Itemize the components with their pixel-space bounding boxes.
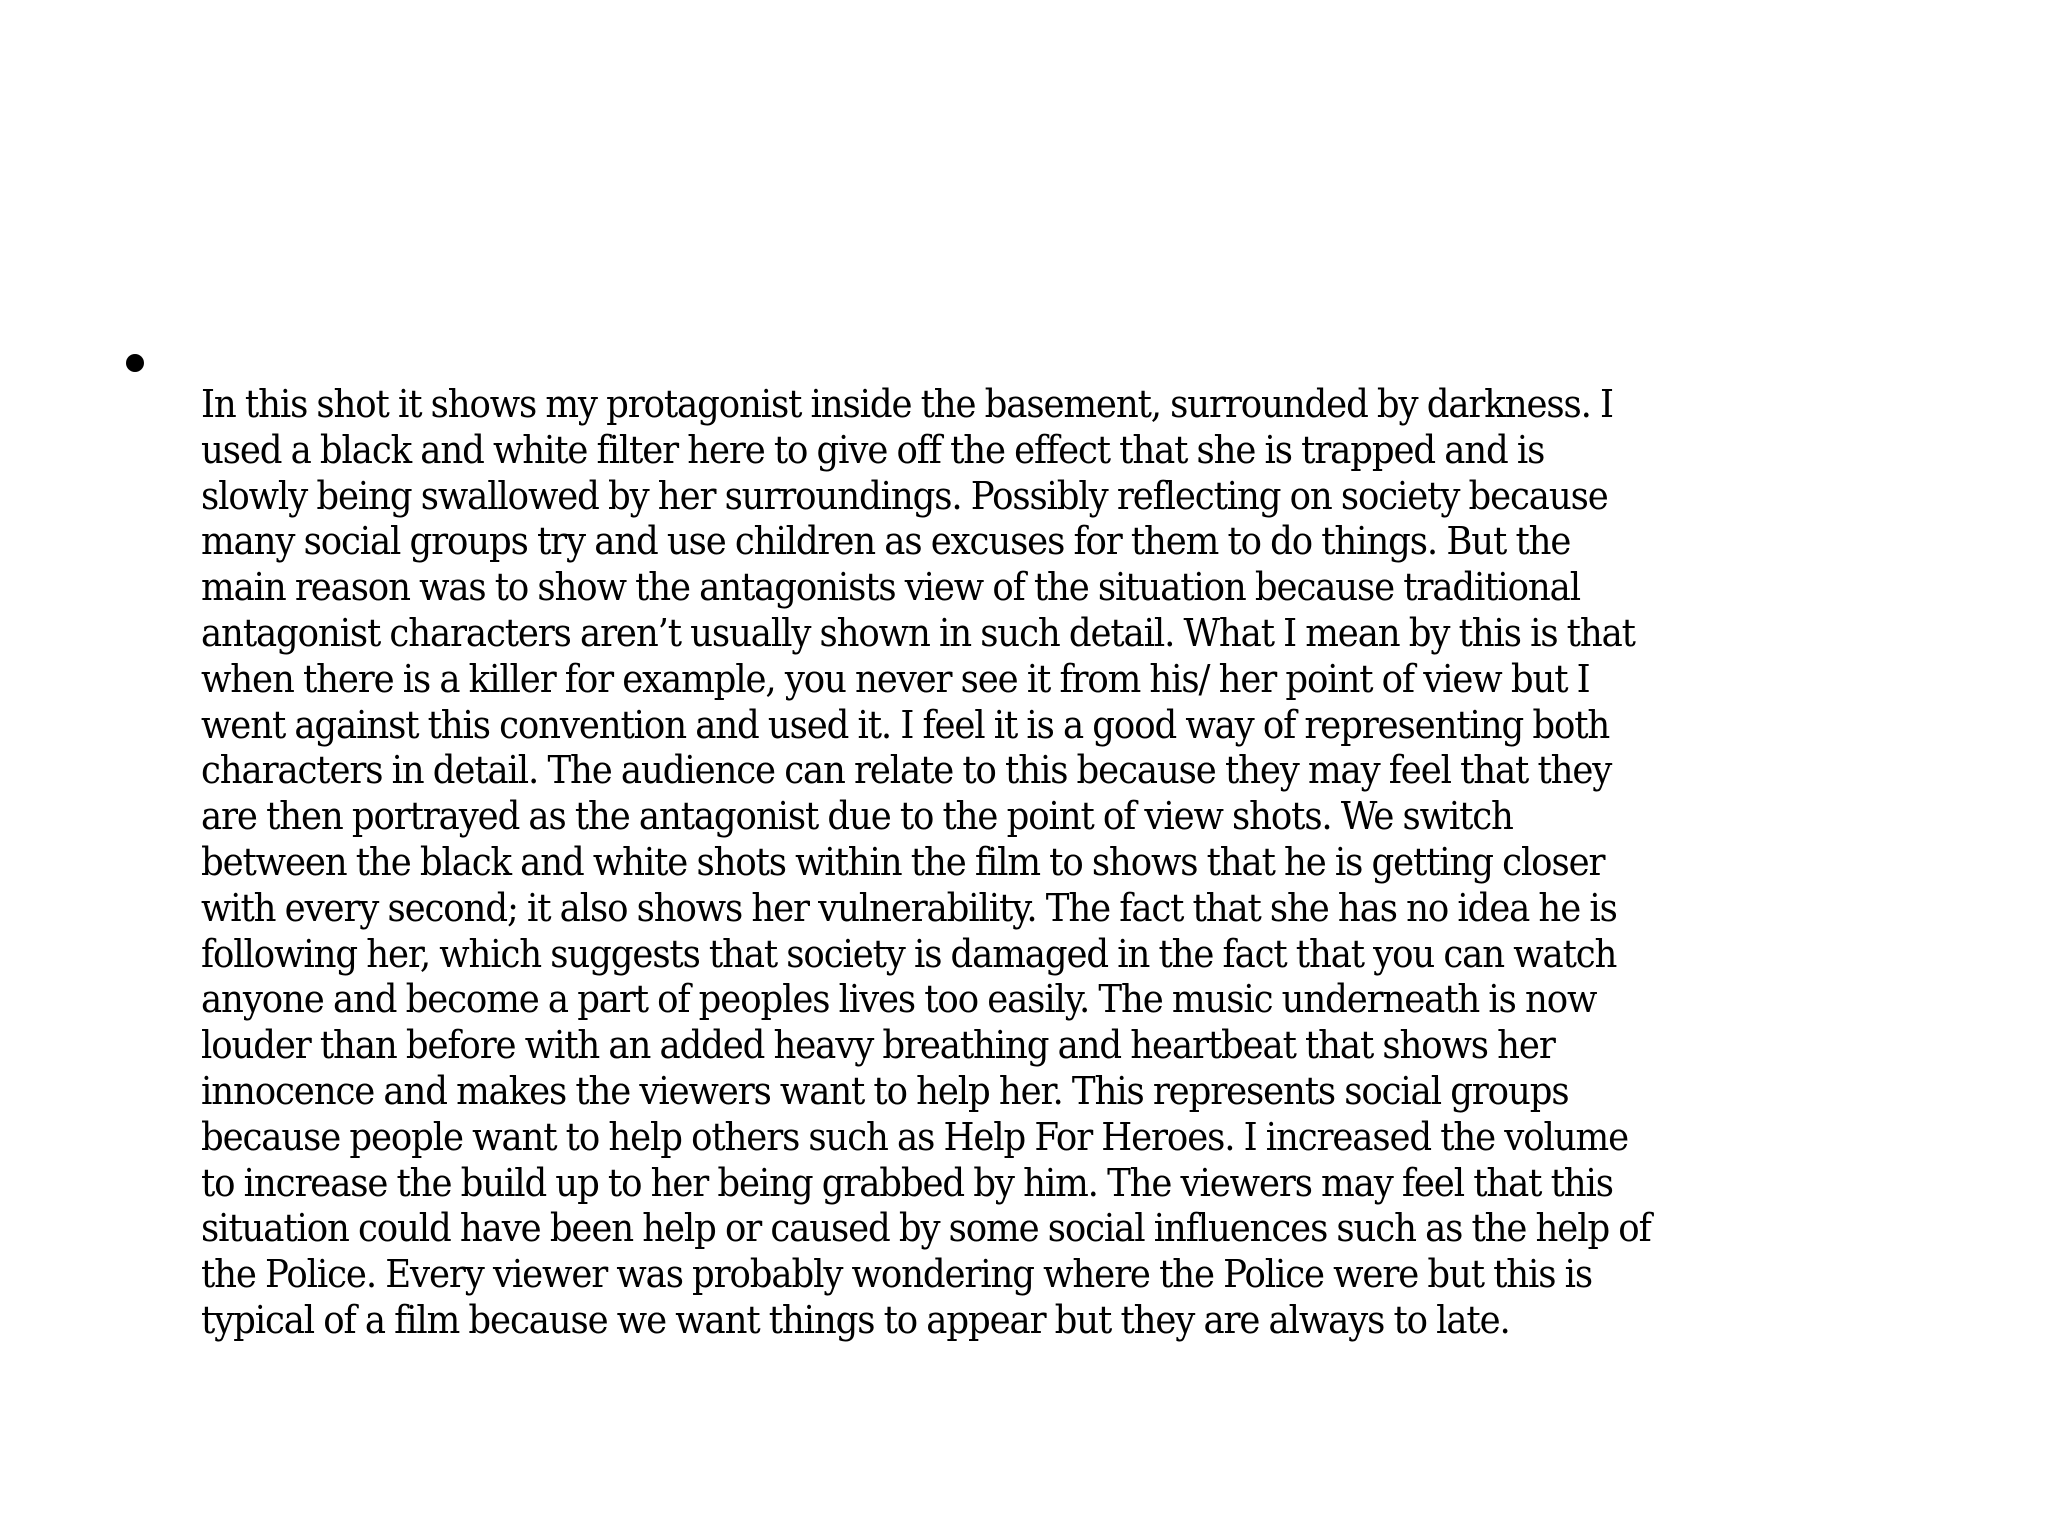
paragraph-line: anyone and become a part of peoples lives too easily. The music underneath is now [201, 977, 1597, 1022]
paragraph-line: characters in detail. The audience can relate to this because they may feel that they [201, 748, 1612, 793]
paragraph-line: to increase the build up to her being grabbed by him. The viewers may feel that this [201, 1160, 1613, 1205]
paragraph-line: because people want to help others such as Help For Heroes. I increased the volume [201, 1114, 1628, 1159]
paragraph-line: situation could have been help or caused by some social influences such as the help of [201, 1206, 1651, 1251]
paragraph-line: the Police. Every viewer was probably wondering where the Police were but this is [201, 1252, 1592, 1297]
paragraph-line: between the black and white shots within the film to shows that he is getting closer [201, 839, 1605, 884]
paragraph-line: are then portrayed as the antagonist due to the point of view shots. We switch [201, 794, 1513, 839]
paragraph-line: when there is a killer for example, you never see it from his/ her point of view but I [201, 656, 1590, 701]
paragraph-line: main reason was to show the antagonists view of the situation because traditional [201, 565, 1580, 610]
paragraph-line: slowly being swallowed by her surroundings. Possibly reflecting on society because [201, 473, 1608, 518]
paragraph-line: typical of a film because we want things to appear but they are always to late. [201, 1297, 1510, 1342]
bullet-point [126, 354, 144, 372]
paragraph-line: innocence and makes the viewers want to help her. This represents social groups [201, 1068, 1569, 1113]
paragraph-line: used a black and white filter here to give off the effect that she is trapped and is [201, 427, 1545, 472]
paragraph-line: went against this convention and used it. I feel it is a good way of representing both [201, 702, 1610, 747]
paragraph-line: with every second; it also shows her vulnerability. The fact that she has no idea he is [201, 885, 1617, 930]
bullet-paragraph [201, 382, 1940, 1344]
paragraph-line: louder than before with an added heavy breathing and heartbeat that shows her [201, 1023, 1555, 1068]
paragraph-line: In this shot it shows my protagonist inside the basement, surrounded by darkness. I [201, 382, 1613, 426]
paragraph-line: many social groups try and use children as excuses for them to do things. But the [201, 519, 1571, 564]
paragraph-line: antagonist characters aren’t usually shown in such detail. What I mean by this is that [201, 610, 1635, 655]
paragraph-line: following her, which suggests that society is damaged in the fact that you can watch [201, 931, 1617, 976]
